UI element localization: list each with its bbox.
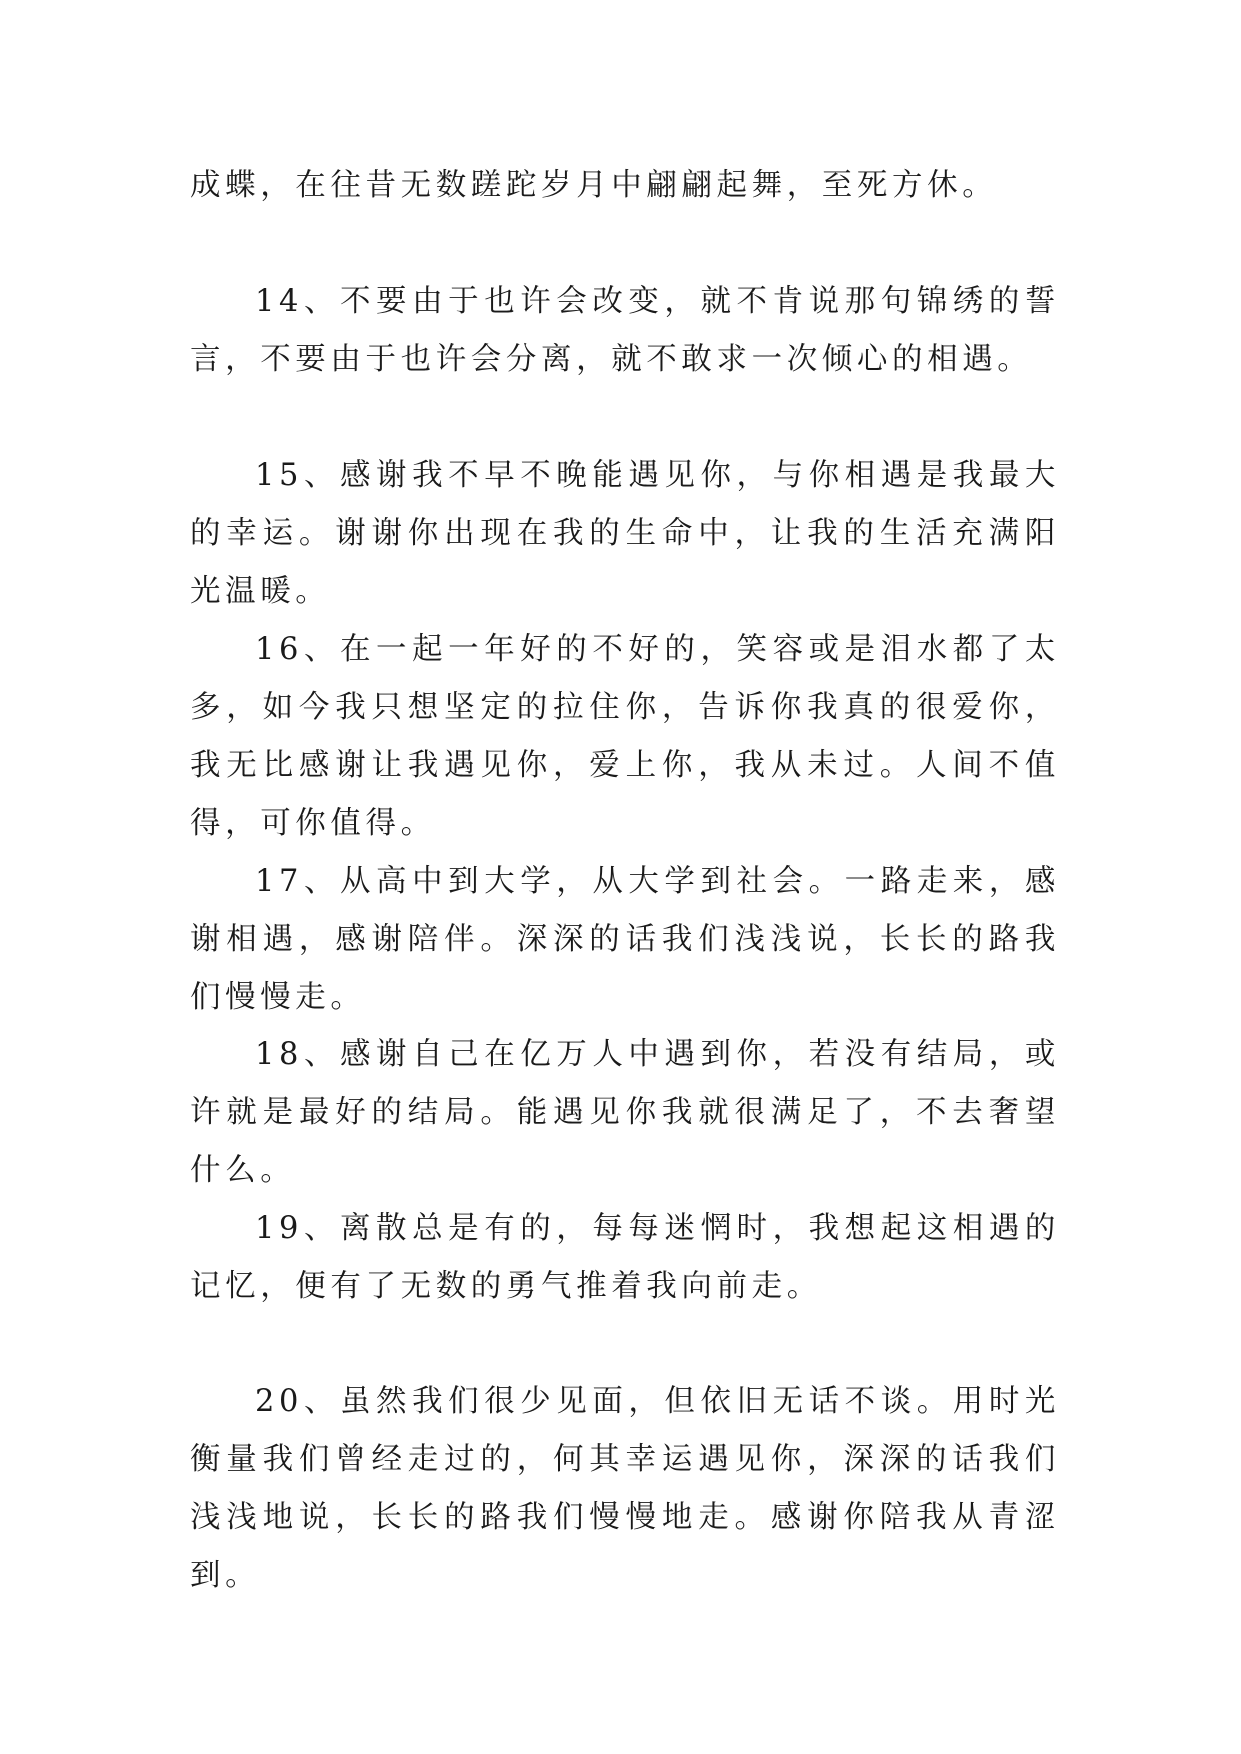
paragraph-17: 17、从高中到大学，从大学到社会。一路走来，感谢相遇，感谢陪伴。深深的话我们浅浅说，长长的路我们慢慢走。 <box>190 864 1060 1015</box>
paragraph-19: 19、离散总是有的，每每迷惘时，我想起这相遇的记忆，便有了无数的勇气推着我向前走。 <box>190 1211 1060 1304</box>
paragraph-continuation: 成蝶，在往昔无数蹉跎岁月中翩翩起舞，至死方休。 <box>190 168 998 203</box>
paragraph-20: 20、虽然我们很少见面，但依旧无话不谈。用时光衡量我们曾经走过的，何其幸运遇见你，深深的话我们浅浅地说，长长的路我们慢慢地走。感谢你陪我从青涩到。 <box>190 1384 1060 1593</box>
paragraph-15: 15、感谢我不早不晚能遇见你，与你相遇是我最大的幸运。谢谢你出现在我的生命中，让我的生活充满阳光温暖。 <box>190 458 1060 609</box>
paragraph-18: 18、感谢自己在亿万人中遇到你，若没有结局，或许就是最好的结局。能遇见你我就很满足了，不去奢望什么。 <box>190 1037 1060 1188</box>
paragraph-16: 16、在一起一年好的不好的，笑容或是泪水都了太多，如今我只想坚定的拉住你，告诉你我真的很爱你，我无比感谢让我遇见你，爱上你，我从未过。人间不值得，可你值得。 <box>190 632 1060 841</box>
paragraph-14: 14、不要由于也许会改变，就不肯说那句锦绣的誓言，不要由于也许会分离，就不敢求一次倾心的相遇。 <box>190 284 1060 377</box>
